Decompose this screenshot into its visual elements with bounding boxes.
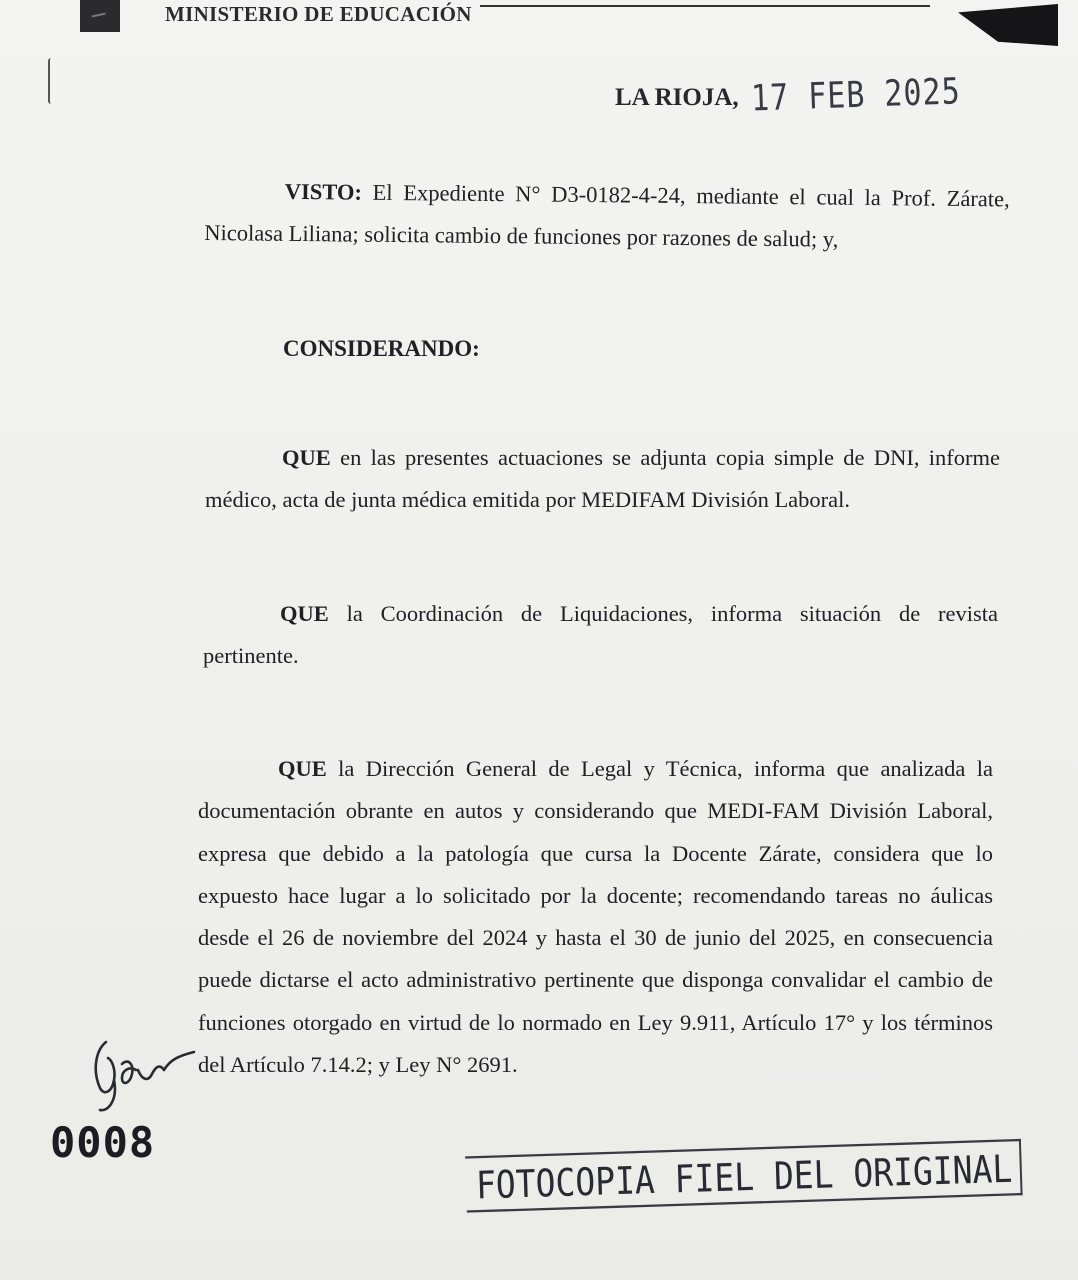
que-paragraph-1 [205,437,1000,521]
que-lead-1: QUE [282,445,331,470]
que-text-2: la Coordinación de Liquidaciones, informa situación de revista pertinente. [203,601,998,668]
visto-lead: VISTO: [284,178,363,205]
ministry-logo [80,0,120,32]
que-paragraph-3 [198,748,993,1086]
que-lead-2: QUE [280,601,329,626]
date-stamp: 17 FEB 2025 [749,70,961,121]
que-text-3: la Dirección General de Legal y Técnica, informa que analizada la documentación obrante en autos y considerando que MEDI-FAM División Laboral, expresa que debido a la patología que cursa la Docente Zárate, considera que lo expuesto hace lugar a lo solicitado por la docente; recomendando tareas no áulicas desde el 26 de noviembre del 2024 y hasta el 30 de junio del 2025, en consecuencia puede dictarse el acto administrativo pertinente que disponga convalidar el cambio de funciones otorgado en virtud de lo normado en Ley 9.911, Artículo 17° y los términos del Artículo 7.14.2; y Ley N° 2691. [198,756,993,1078]
considerando-heading: CONSIDERANDO: [283,336,480,361]
certified-copy-stamp: FOTOCOPIA FIEL DEL ORIGINAL [465,1139,1023,1213]
visto-paragraph [204,170,1010,262]
corner-mark [958,4,1058,46]
place-name: LA RIOJA, [615,84,739,111]
margin-tick [48,58,54,104]
header-rule [480,5,930,7]
folio-number: 0008 [50,1118,156,1167]
que-lead-3: QUE [278,756,327,781]
visto-text: El Expediente N° D3-0182-4-24, mediante el cual la Prof. Zárate, Nicolasa Liliana; solicita cambio de funciones por razones de salud; y, [204,179,1010,252]
que-text-1: en las presentes actuaciones se adjunta copia simple de DNI, informe médico, acta de junta médica emitida por MEDIFAM División Laboral. [205,445,1000,512]
ministry-name: MINISTERIO DE EDUCACIÓN [165,2,472,26]
dateline [615,70,961,121]
que-paragraph-2 [203,593,998,677]
handwritten-signature [78,1030,198,1120]
